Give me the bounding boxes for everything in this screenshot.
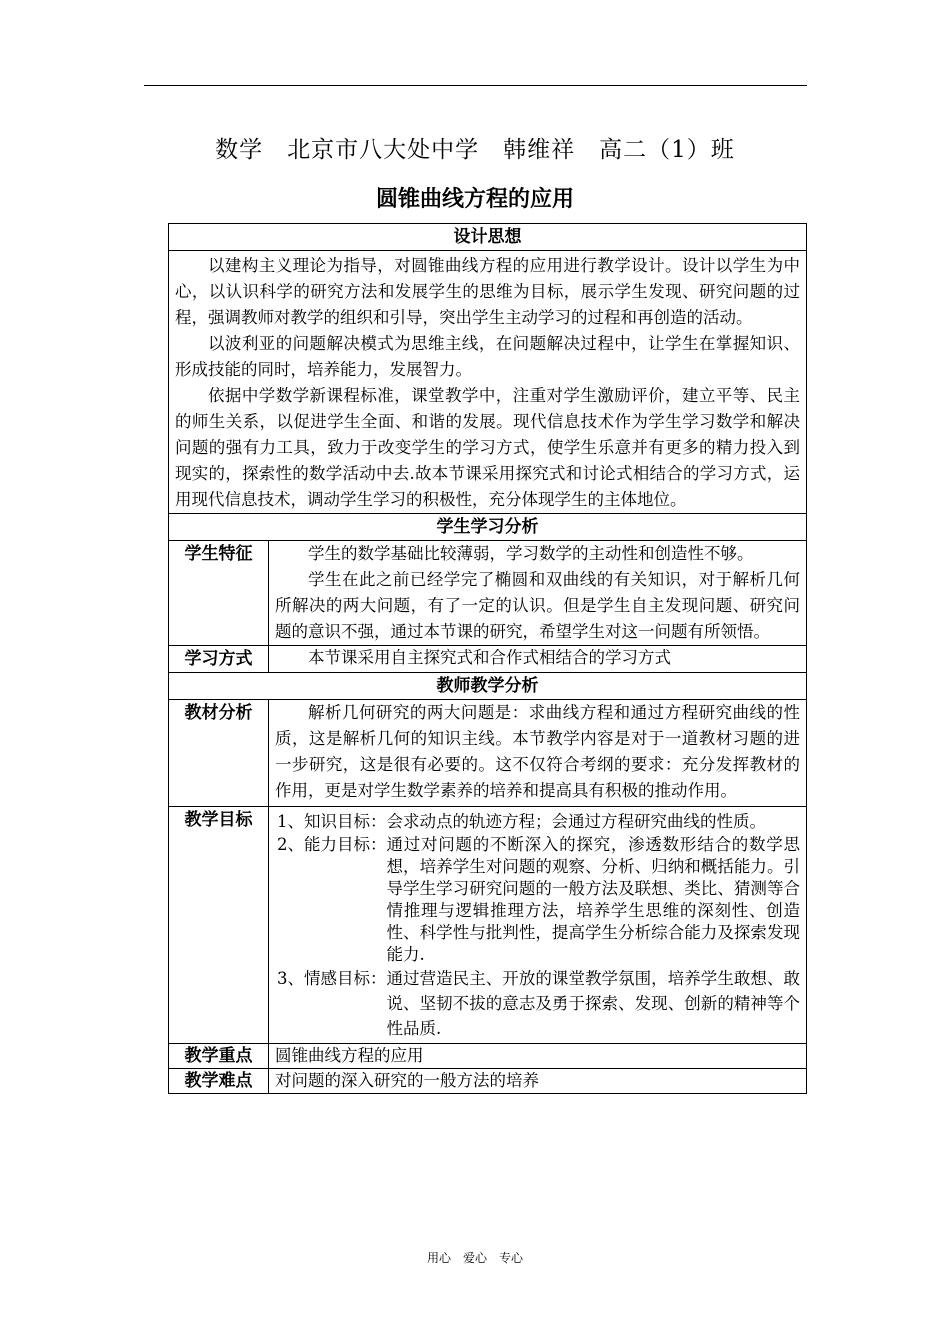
document-title: 圆锥曲线方程的应用 [375, 187, 574, 212]
goal-label: 2、能力目标： [277, 835, 387, 854]
material-label: 教材分析 [169, 700, 269, 807]
student-traits-cell [269, 541, 807, 646]
design-heading: 设计思想 [169, 224, 807, 251]
lesson-plan-table [168, 223, 807, 1094]
student-heading-row [169, 514, 807, 541]
teaching-key-label: 教学重点 [169, 1044, 269, 1069]
material-cell [269, 700, 807, 807]
student-trait-paragraph: 学生的数学基础比较薄弱，学习数学的主动性和创造性不够。 [308, 544, 754, 563]
goal-text: 通过对问题的不断深入的探究，渗透数形结合的数学思想，培养学生对问题的观察、分析、归纳和概括能力。引导学生学习研究问题的一般方法及联想、类比、猜测等合情推理与逻辑推理方法，培养学生思维的深刻性、创造性、科学性与批判性，提高学生分析综合能力及探索发现能力. [386, 835, 800, 964]
design-paragraph: 依据中学数学新课程标准，课堂教学中，注重对学生激励评价，建立平等、民主的师生关系，以促进学生全面、和谐的发展。现代信息技术作为学生学习数学和解决问题的强有力工具，致力于改变学生的学习方式，使学生乐意并有更多的精力投入到现实的，探索性的数学活动中去.故本节课采用探究式和讨论式相结合的学习方式，运用现代信息技术，调动学生学习的积极性，充分体现学生的主体地位。 [175, 386, 800, 509]
teaching-difficulty-text: 对问题的深入研究的一般方法的培养 [269, 1069, 807, 1094]
teacher-analysis-heading: 教师教学分析 [169, 673, 807, 700]
teaching-key-text: 圆锥曲线方程的应用 [269, 1044, 807, 1069]
teaching-difficulty-row [169, 1069, 807, 1094]
teaching-goals-row [169, 807, 807, 1044]
teaching-key-row [169, 1044, 807, 1069]
goal-text: 通过营造民主、开放的课堂教学氛围，培养学生敢想、敢说、坚韧不拔的意志及勇于探索、发现、创新的精神等个性品质. [386, 969, 800, 1038]
teaching-goals-label: 教学目标 [169, 807, 269, 1044]
teacher-heading-row [169, 673, 807, 700]
learning-method-label: 学习方式 [169, 646, 269, 673]
page-footer: 用心 爱心 专心 [426, 1251, 523, 1265]
learning-method-row [169, 646, 807, 673]
design-body-row [169, 251, 807, 514]
goal-label: 3、情感目标： [277, 969, 387, 988]
design-paragraph: 以波利亚的问题解决模式为思维主线，在问题解决过程中，让学生在掌握知识、形成技能的同时，培养能力，发展智力。 [175, 334, 800, 379]
goal-label: 1、知识目标： [277, 812, 387, 831]
learning-method-text: 本节课采用自主探究式和合作式相结合的学习方式 [269, 646, 807, 673]
subject-line: 数学 北京市八大处中学 韩维祥 高二（1）班 [215, 137, 735, 163]
design-heading-row [169, 224, 807, 251]
header-rule [144, 85, 807, 86]
material-row [169, 700, 807, 807]
goal-item [277, 966, 800, 1041]
teaching-difficulty-label: 教学难点 [169, 1069, 269, 1094]
goal-text: 会求动点的轨迹方程；会通过方程研究曲线的性质。 [386, 812, 766, 831]
design-paragraph: 以建构主义理论为指导，对圆锥曲线方程的应用进行教学设计。设计以学生为中心，以认识科学的研究方法和发展学生的思维为目标，展示学生发现、研究问题的过程，强调教师对教学的组织和引导，突出学生主动学习的过程和再创造的活动。 [175, 256, 800, 327]
student-traits-row [169, 541, 807, 646]
goal-item [277, 834, 800, 966]
student-traits-label: 学生特征 [169, 541, 269, 646]
student-analysis-heading: 学生学习分析 [169, 514, 807, 541]
design-body [169, 251, 807, 514]
student-trait-paragraph: 学生在此之前已经学完了椭圆和双曲线的有关知识，对于解析几何所解决的两大问题，有了一定的认识。但是学生自主发现问题、研究问题的意识不强，通过本节课的研究，希望学生对这一问题有所领悟。 [275, 570, 800, 641]
goal-item [277, 809, 800, 834]
teaching-goals-cell [269, 807, 807, 1044]
material-text: 解析几何研究的两大问题是：求曲线方程和通过方程研究曲线的性质，这是解析几何的知识主线。本节教学内容是对于一道教材习题的进一步研究，这是很有必要的。这不仅符合考纲的要求：充分发挥教材的作用，更是对学生数学素养的培养和提高具有积极的推动作用。 [275, 703, 800, 800]
